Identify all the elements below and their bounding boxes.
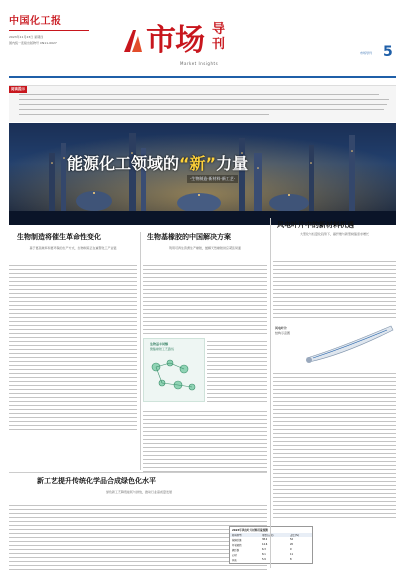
masthead-rule — [9, 30, 89, 31]
bio-rubber-label-1: 生物基丰同醇 — [150, 342, 169, 346]
table-cell: 8.1 — [262, 553, 266, 556]
column-divider — [270, 218, 271, 568]
intro-text-line — [19, 114, 269, 115]
article-3-body-top — [273, 258, 396, 318]
table-row — [230, 538, 312, 542]
section-badge — [360, 44, 400, 64]
intro-label: 阅读提示 — [11, 87, 25, 91]
masthead-bottom-rule — [9, 76, 396, 78]
table-cell: 52 — [290, 538, 294, 541]
table-cell: 14.6 — [262, 543, 268, 546]
intro-text-line — [19, 94, 379, 95]
table-row — [230, 548, 312, 552]
hero-subline: ·生物制造·新材料·新工艺· — [187, 175, 238, 183]
article-3-title: 风电叶片中的新材料机遇 — [277, 221, 354, 229]
wind-blade-icon — [303, 322, 395, 366]
article-2-body-bottom — [143, 408, 267, 472]
article-1 — [9, 232, 137, 432]
masthead — [0, 0, 405, 88]
article-1-title: 生物制造将催生革命性变化 — [17, 233, 101, 241]
refinery-illustration — [9, 123, 396, 225]
table-cell: 芯材 — [232, 554, 237, 557]
table-cell: 环氧树脂 — [232, 544, 242, 547]
table-title: 2023年风电叶片材料用量预测 — [232, 529, 268, 532]
table-header-row — [230, 533, 312, 537]
article-2-title: 生物基橡胶的中国解决方案 — [147, 233, 231, 241]
table-cell: 其他 — [232, 559, 237, 562]
article-4-title: 新工艺提升传统化学品合成绿色化水平 — [37, 477, 156, 485]
section-title-english: Market Insights — [180, 61, 219, 66]
article-4-dek: 绿色新工艺降低能耗与排放，推动行业高质量发展 — [105, 490, 172, 494]
article-2 — [143, 232, 267, 472]
table-cell: 5.9 — [262, 558, 266, 561]
column-divider — [140, 232, 141, 470]
table-cell: 6.3 — [262, 548, 266, 551]
hero-headline-quote: “新” — [179, 154, 217, 173]
table-cell: 11 — [290, 553, 294, 556]
table-cell: 碳纤维 — [232, 549, 240, 552]
wind-blade-figure — [273, 322, 396, 366]
section-title-main: 市场 — [146, 23, 204, 58]
intro-text-line — [19, 104, 387, 105]
table-cell: 玻璃纤维 — [232, 539, 242, 542]
table-header-cell: 占比(%) — [290, 534, 299, 537]
article-2-dek: 利用可再生资源生产橡胶，缓解天然橡胶供应紧张局面 — [168, 246, 241, 250]
table-row — [230, 558, 312, 562]
section-logo-icon — [124, 30, 142, 52]
table-cell: 9 — [290, 548, 292, 551]
molecule-icon — [146, 355, 202, 399]
bio-rubber-label-2: 聚酯橡胶工艺路线 — [150, 347, 175, 351]
article-2-body-top — [143, 262, 267, 334]
table-cell: 20 — [290, 543, 294, 546]
table-header-cell: 用量(万吨) — [262, 534, 274, 537]
data-table — [229, 526, 313, 564]
hero-headline-part1: 能源化工领域的 — [67, 154, 180, 173]
table-cell: 8 — [290, 558, 292, 561]
table-row — [230, 543, 312, 547]
date-line: 2023年11月23日 星期四 — [9, 35, 44, 39]
paper-name: 中国化工报 — [9, 16, 62, 27]
intro-box — [9, 85, 396, 122]
bio-rubber-figure — [143, 338, 205, 402]
article-2-body-side — [207, 338, 267, 404]
blade-label-1: 风电叶片 — [275, 326, 288, 330]
article-1-body — [9, 262, 137, 432]
section-badge-number: 5 — [383, 44, 393, 60]
section-badge-label: 市场导刊 — [360, 51, 373, 55]
article-3-body-bottom — [273, 370, 396, 518]
table-row — [230, 553, 312, 557]
section-title-sub — [212, 22, 226, 52]
intro-text-line — [19, 109, 384, 110]
table-cell: 38.2 — [262, 538, 268, 541]
hero-headline-part2: 力量 — [216, 154, 249, 173]
section-divider — [9, 472, 267, 473]
hero-photo — [9, 123, 396, 225]
article-3-dek: 大型化与轻量化趋势下，碳纤维与新型树脂需求增长 — [299, 232, 369, 236]
article-3 — [273, 218, 396, 518]
hero-headline — [67, 151, 248, 174]
issue-info: 国内统一连续出版物号 CN11-0027 — [9, 41, 57, 45]
intro-text-line — [19, 99, 389, 100]
article-1-dek: 基于更高效率和更环保的生产方式，生物制造正在重塑化工产业链 — [29, 246, 117, 250]
section-title-sub-text: 导刊 — [212, 22, 226, 52]
blade-label-2: 结构示意图 — [275, 331, 291, 335]
table-header-cell: 材料类型 — [232, 534, 242, 537]
